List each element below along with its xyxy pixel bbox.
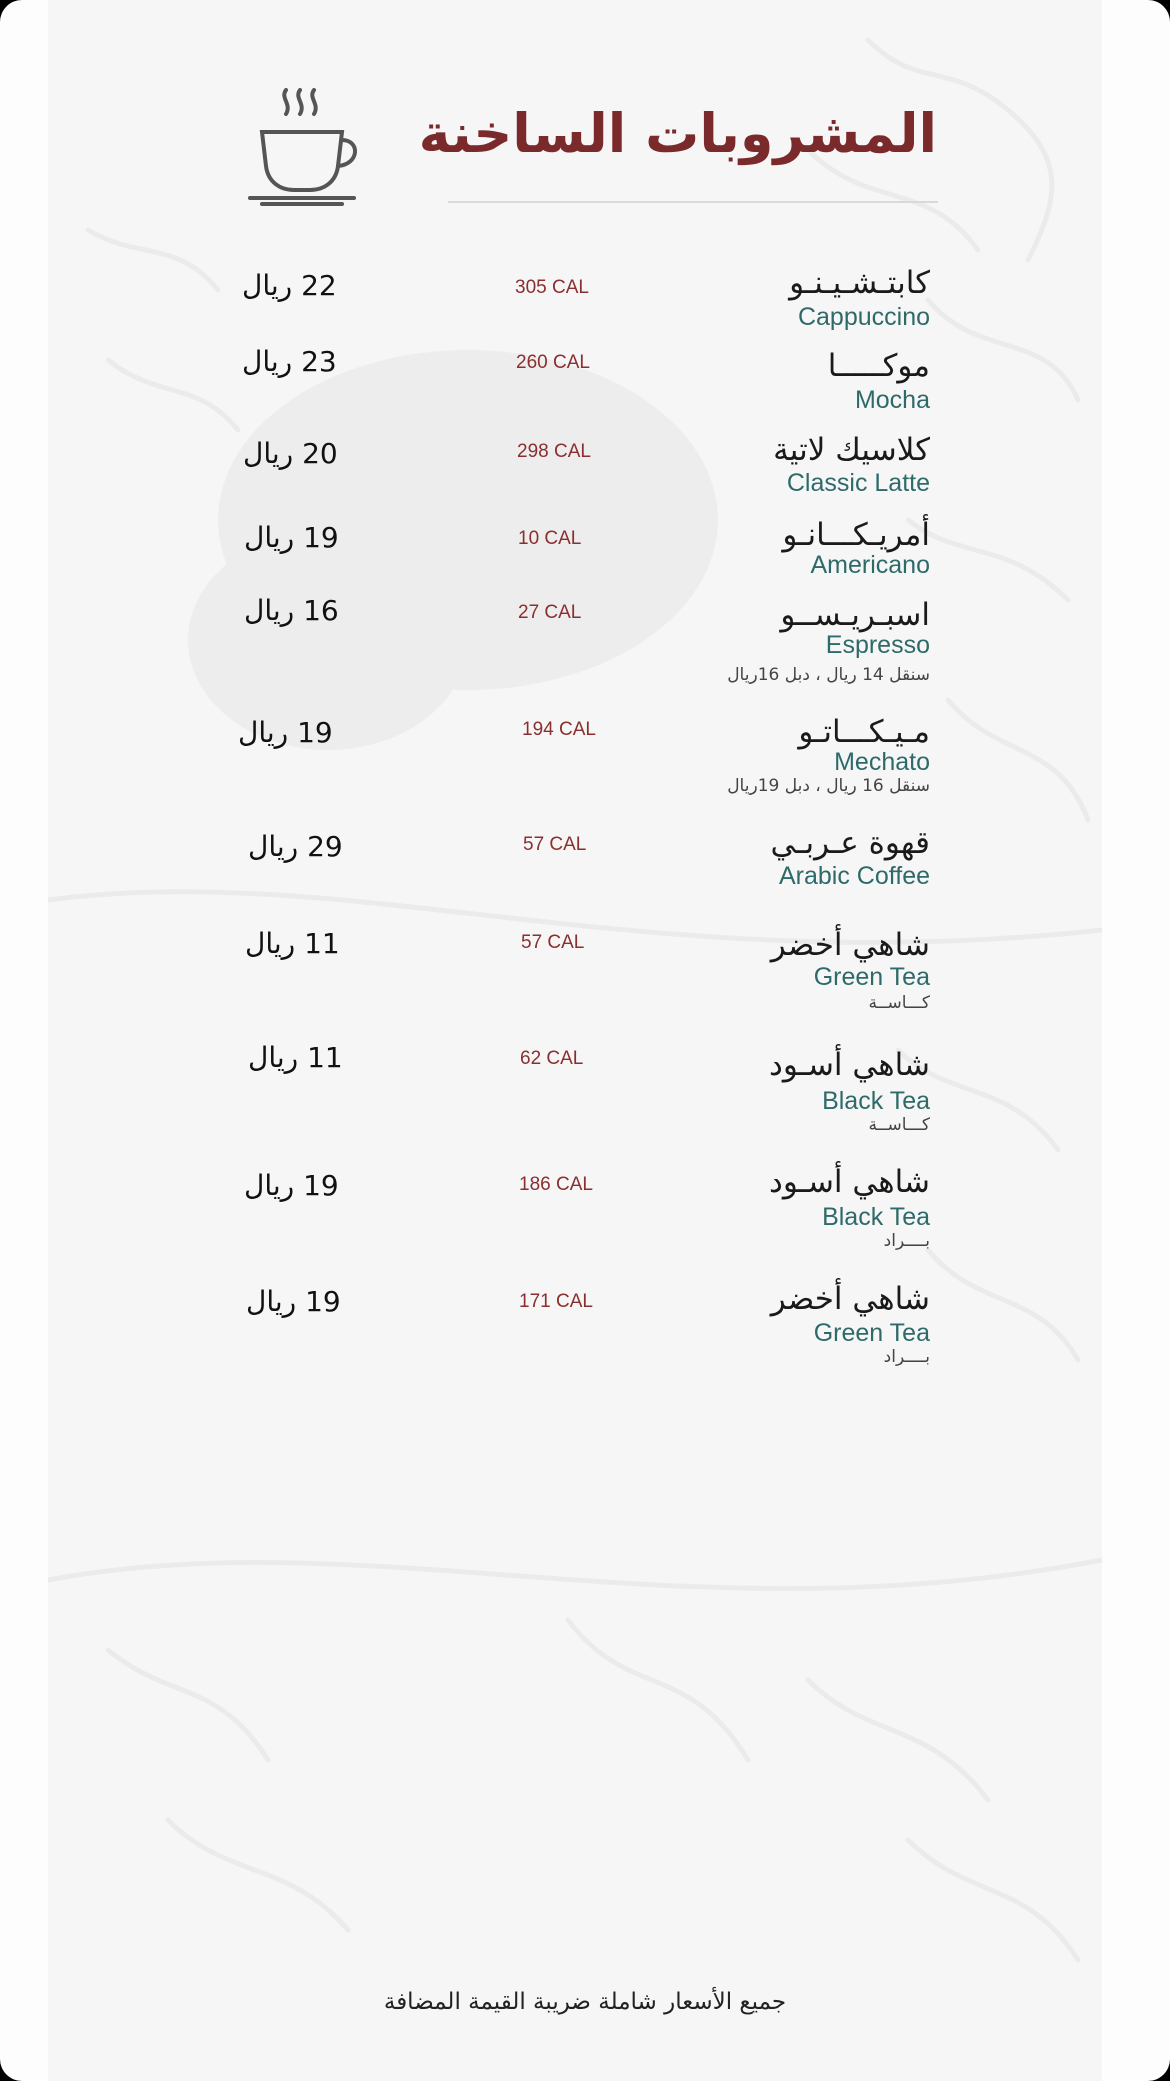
item-name-english: Black Tea (822, 1087, 930, 1115)
item-calories: 194 CAL (522, 719, 596, 740)
item-name-english: Mocha (854, 386, 930, 414)
vat-notice: جميع الأسعار شاملة ضريبة القيمة المضافة (383, 1989, 787, 2015)
background-pattern (48, 0, 1102, 2081)
item-note: كـــاســة (868, 993, 930, 1013)
coffee-cup-icon (248, 86, 364, 208)
item-price: 19 ريال (238, 716, 333, 749)
item-name-arabic: شاهي أسـود (769, 1164, 930, 1200)
item-name-english: Mechato (834, 748, 930, 776)
item-name-english: Green Tea (813, 1319, 930, 1347)
item-name-english: Cappuccino (797, 303, 930, 331)
item-name-english: Espresso (825, 631, 930, 659)
item-name-arabic: شاهي أخضر (770, 927, 930, 963)
item-price: 22 ريال (242, 269, 337, 302)
item-name-arabic: قهوة عـربـي (770, 825, 930, 861)
item-name-arabic: أمريـكـــانـو (782, 517, 930, 553)
item-calories: 62 CAL (520, 1048, 584, 1069)
item-calories: 171 CAL (519, 1291, 593, 1312)
item-note: سنقل 14 ريال ، دبل 16ريال (727, 665, 930, 685)
item-price: 11 ريال (248, 1041, 343, 1074)
item-note: بــــراد (883, 1231, 930, 1251)
item-price: 29 ريال (248, 830, 343, 863)
item-name-english: Black Tea (822, 1203, 930, 1231)
item-price: 11 ريال (245, 927, 340, 960)
item-name-english: Arabic Coffee (778, 862, 930, 890)
item-price: 19 ريال (246, 1285, 341, 1318)
item-name-arabic: كلاسيك لاتية (773, 432, 930, 468)
item-name-english: Americano (810, 551, 930, 579)
item-name-arabic: مـيـكـــاتـو (798, 714, 930, 750)
item-name-arabic: شاهي أخضر (770, 1281, 930, 1317)
item-calories: 186 CAL (519, 1174, 593, 1195)
item-price: 19 ريال (244, 1169, 339, 1202)
item-calories: 57 CAL (523, 834, 587, 855)
title-divider (448, 201, 938, 203)
item-name-english: Green Tea (813, 963, 930, 991)
item-price: 23 ريال (242, 345, 337, 378)
item-calories: 27 CAL (518, 602, 582, 623)
item-calories: 10 CAL (518, 528, 582, 549)
item-note: سنقل 16 ريال ، دبل 19ريال (727, 776, 930, 796)
item-price: 19 ريال (244, 521, 339, 554)
page-title: المشروبات الساخنة (418, 102, 937, 165)
item-name-arabic: شاهي أسـود (769, 1047, 930, 1083)
item-price: 16 ريال (244, 594, 339, 627)
item-name-arabic: اسبـريـســو (780, 597, 930, 633)
item-calories: 305 CAL (515, 277, 589, 298)
item-calories: 260 CAL (516, 352, 590, 373)
item-name-arabic: كابتـشـيـنـو (789, 265, 930, 301)
item-name-english: Classic Latte (786, 469, 930, 497)
calligraphy-background (48, 0, 1102, 2081)
item-name-arabic: موكـــــا (827, 348, 930, 384)
item-note: كـــاســة (868, 1115, 930, 1135)
item-note: بــــراد (883, 1347, 930, 1367)
item-calories: 298 CAL (517, 441, 591, 462)
item-calories: 57 CAL (521, 932, 585, 953)
item-price: 20 ريال (243, 437, 338, 470)
